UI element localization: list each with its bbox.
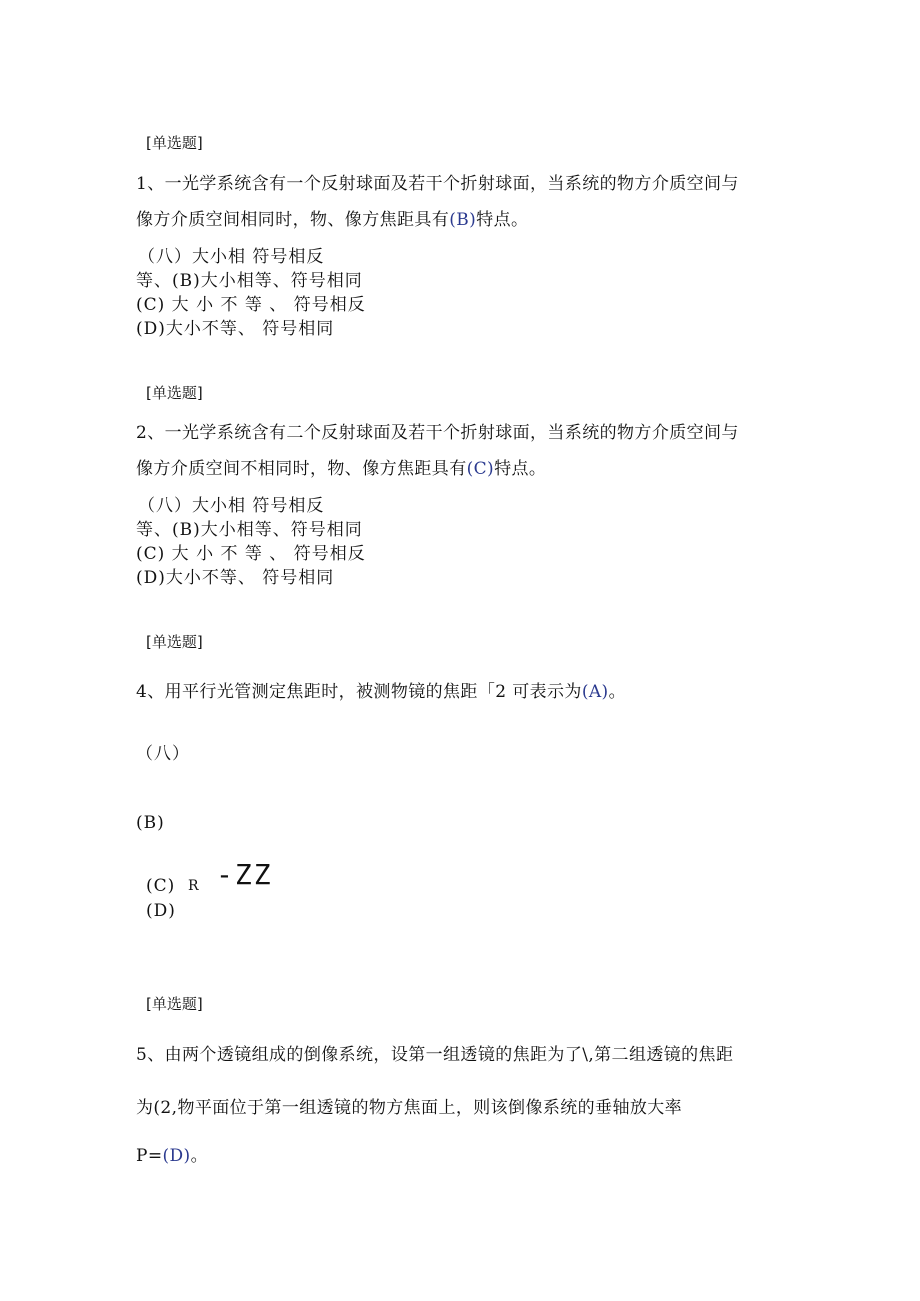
question-5-text-line3-pre: P= (136, 1146, 163, 1166)
question-5-text-line2: 为(2,物平面位于第一组透镜的物方焦面上，则该倒像系统的垂轴放大率 (136, 1098, 683, 1118)
question-1-text-line1: 1、一光学系统含有一个反射球面及若干个折射球面，当系统的物方介质空间与 (136, 174, 739, 194)
question-4-option-c-symbol: R (188, 878, 199, 894)
question-1-answer: (B) (449, 210, 477, 230)
question-4-option-c-formula: -ZZ (216, 858, 273, 891)
question-4-option-d: (D) (146, 901, 176, 921)
question-2-answer: (C) (466, 459, 495, 479)
question-1-option-d: (D)大小不等、 符号相同 (136, 319, 335, 339)
question-1-option-a: （八）大小相 符号相反 (138, 247, 325, 267)
question-type-tag: [单选题] (146, 995, 203, 1013)
question-4-text-pre: 4、用平行光管测定焦距时，被测物镜的焦距「2 可表示为 (136, 682, 582, 702)
question-4-answer: (A) (581, 682, 609, 702)
question-4-text-line1 (136, 677, 626, 702)
question-4-text-post: 。 (608, 682, 626, 702)
question-2-text-line2-pre: 像方介质空间不相同时，物、像方焦距具有 (136, 459, 467, 479)
question-2-option-d: (D)大小不等、 符号相同 (136, 568, 335, 588)
question-1-option-c: (C) 大 小 不 等 、 符号相反 (136, 295, 366, 315)
question-2-option-c: (C) 大 小 不 等 、 符号相反 (136, 544, 366, 564)
question-2-text-line1: 2、一光学系统含有二个反射球面及若干个折射球面，当系统的物方介质空间与 (136, 423, 739, 443)
question-2-option-b: 等、(B)大小相等、符号相同 (136, 520, 363, 540)
question-type-tag: [单选题] (146, 134, 203, 152)
question-2-text-line2 (136, 454, 546, 479)
question-1-text-line2 (136, 205, 528, 230)
question-4-option-a: （八） (136, 744, 190, 764)
question-2-option-a: （八）大小相 符号相反 (138, 496, 325, 516)
question-5-text-line3-post: 。 (190, 1146, 208, 1166)
question-4-option-c: (C) (146, 876, 176, 896)
question-2-text-line2-post: 特点。 (494, 459, 547, 479)
question-1-option-b: 等、(B)大小相等、符号相同 (136, 271, 363, 291)
question-type-tag: [单选题] (146, 384, 203, 402)
question-5-text-line1: 5、由两个透镜组成的倒像系统，设第一组透镜的焦距为了\,第二组透镜的焦距 (136, 1045, 734, 1065)
question-5-text-line3 (136, 1141, 208, 1166)
question-type-tag: [单选题] (146, 633, 203, 651)
question-1-text-line2-post: 特点。 (476, 210, 529, 230)
question-1-text-line2-pre: 像方介质空间相同时，物、像方焦距具有 (136, 210, 450, 230)
question-5-answer: (D) (162, 1146, 191, 1166)
question-4-option-b: (B) (136, 813, 165, 833)
